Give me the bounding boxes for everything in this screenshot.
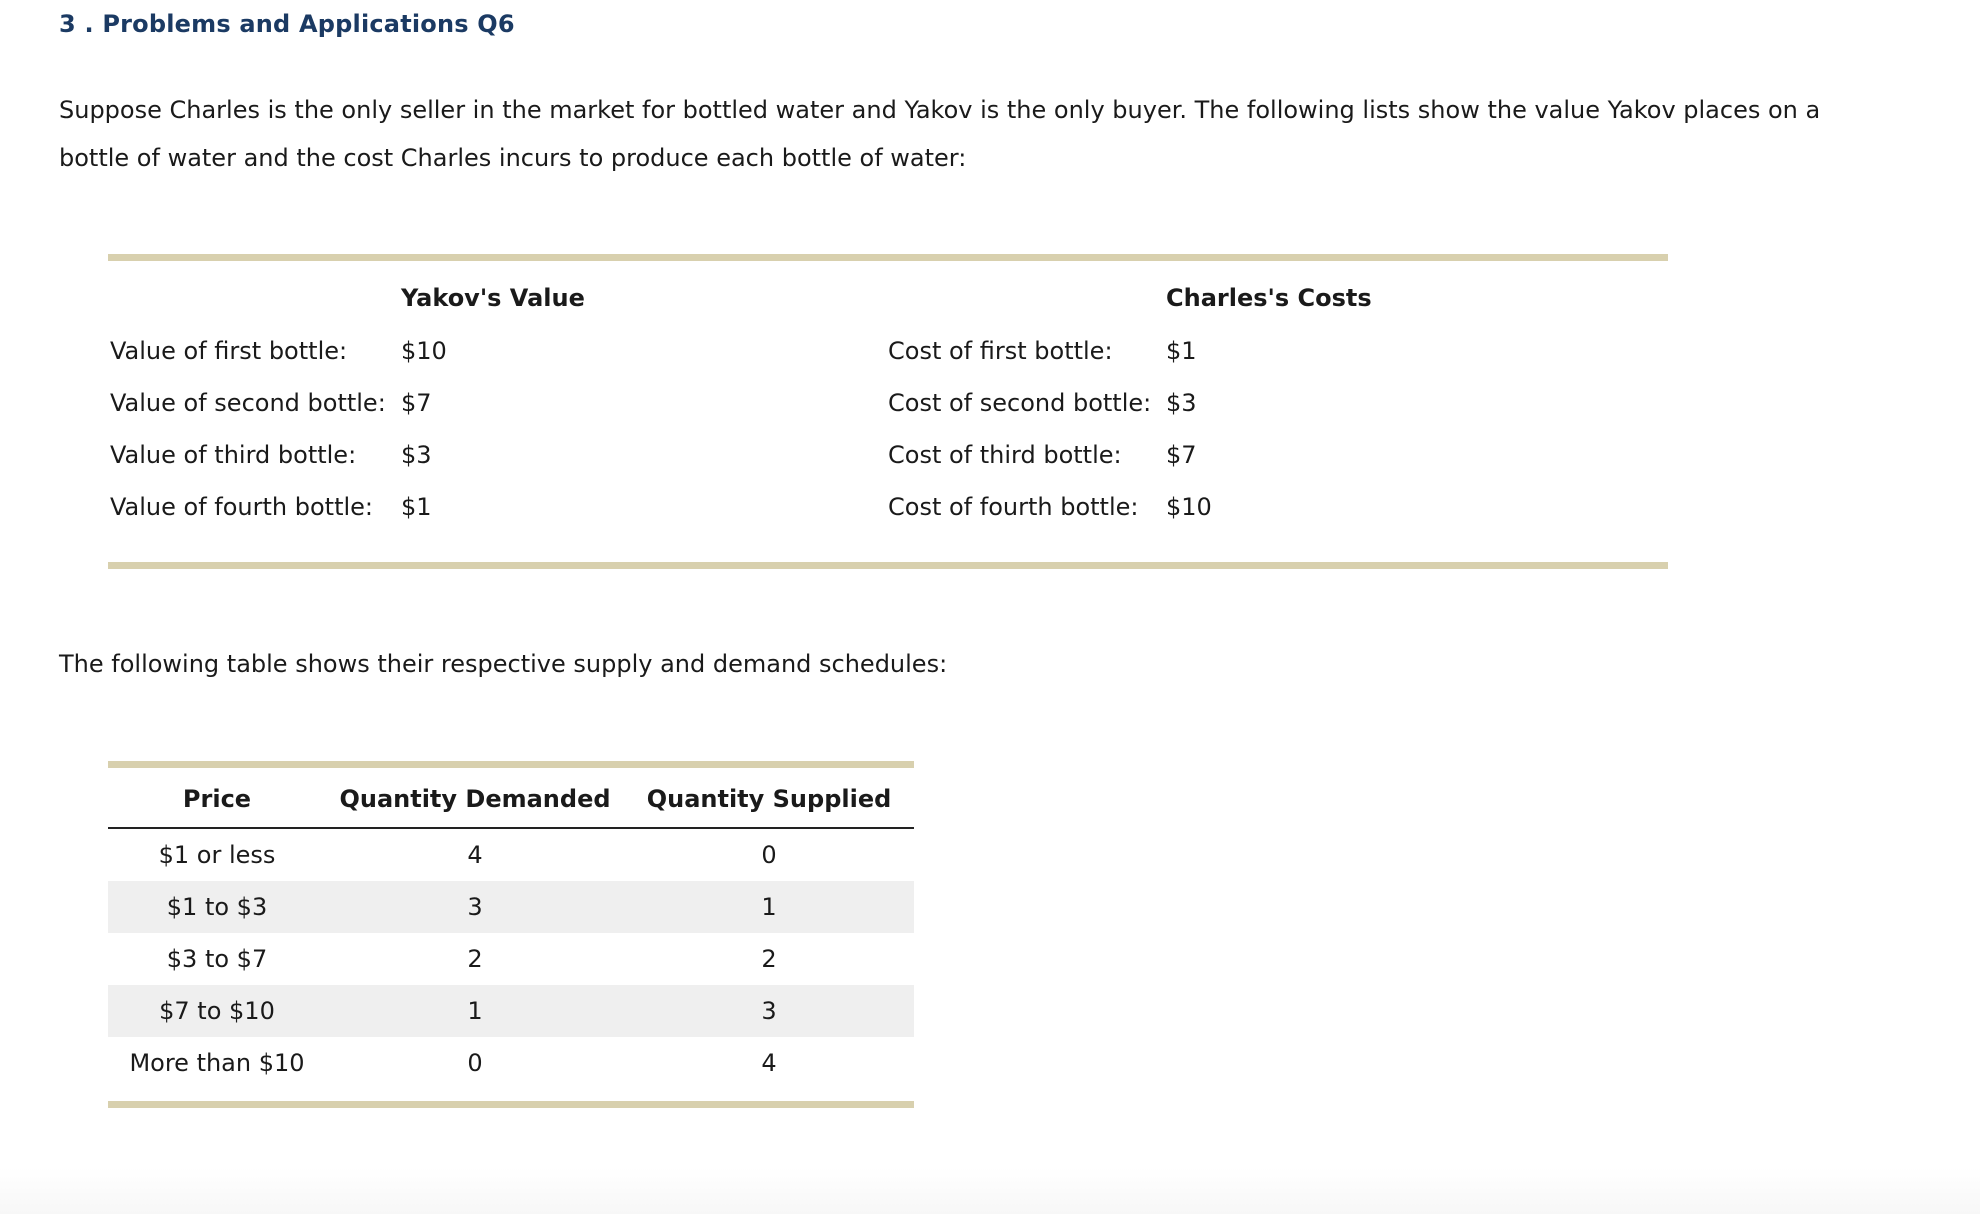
yakov-row-value: $3	[401, 441, 432, 469]
yakov-row-value: $7	[401, 389, 432, 417]
values-table-bottom-rule	[108, 562, 1668, 569]
price-cell: $1 or less	[158, 841, 276, 869]
charles-row-label: Cost of fourth bottle:	[888, 493, 1139, 521]
schedules-intro-text: The following table shows their respective supply and demand schedules:	[59, 650, 948, 678]
charles-row-value: $3	[1166, 389, 1197, 417]
quantity-demanded-cell: 0	[467, 1049, 483, 1077]
yakov-row-label: Value of third bottle:	[110, 441, 357, 469]
table-row	[108, 828, 914, 881]
table-row	[108, 881, 914, 933]
yakov-row-value: $10	[401, 337, 447, 365]
charles-row-value: $10	[1166, 493, 1212, 521]
table-row	[108, 933, 914, 985]
price-cell: $3 to $7	[166, 945, 268, 973]
charles-row-label: Cost of third bottle:	[888, 441, 1122, 469]
page-title: 3 . Problems and Applications Q6	[59, 10, 515, 38]
intro-paragraph: Suppose Charles is the only seller in the market for bottled water and Yakov is the only buyer. The following lists show the value Yakov places on a bottle of water and the cost Charles incurs to produce each bottle of water:	[59, 96, 1821, 172]
quantity-supplied-column-header: Quantity Supplied	[624, 771, 914, 828]
values-table-top-rule	[108, 254, 1668, 261]
schedule-table	[108, 771, 914, 1089]
schedule-header-row	[108, 771, 914, 828]
quantity-demanded-cell: 2	[467, 945, 483, 973]
quantity-demanded-column-header: Quantity Demanded	[326, 771, 624, 828]
quantity-supplied-cell: 0	[761, 841, 777, 869]
quantity-supplied-cell: 3	[624, 985, 914, 1037]
quantity-supplied-cell: 4	[761, 1049, 777, 1077]
quantity-supplied-cell: 2	[761, 945, 777, 973]
yakov-row-label: Value of fourth bottle:	[110, 493, 374, 521]
charles-costs-header: Charles's Costs	[1166, 284, 1372, 312]
price-cell: $1 to $3	[108, 881, 326, 933]
charles-row-value: $1	[1166, 337, 1197, 365]
price-cell: $7 to $10	[108, 985, 326, 1037]
charles-row-value: $7	[1166, 441, 1197, 469]
price-cell: More than $10	[129, 1049, 305, 1077]
quantity-demanded-cell: 4	[467, 841, 483, 869]
charles-row-label: Cost of second bottle:	[888, 389, 1152, 417]
price-column-header: Price	[108, 771, 326, 828]
quantity-supplied-cell: 1	[624, 881, 914, 933]
yakov-value-header: Yakov's Value	[401, 284, 585, 312]
quantity-demanded-cell: 1	[326, 985, 624, 1037]
table-row	[108, 1037, 914, 1089]
yakov-row-value: $1	[401, 493, 432, 521]
charles-row-label: Cost of first bottle:	[888, 337, 1113, 365]
schedule-table-bottom-rule	[108, 1101, 914, 1108]
yakov-row-label: Value of first bottle:	[110, 337, 348, 365]
schedule-table-top-rule	[108, 761, 914, 768]
table-row	[108, 985, 914, 1037]
quantity-demanded-cell: 3	[326, 881, 624, 933]
yakov-row-label: Value of second bottle:	[110, 389, 386, 417]
page-footer-fade	[0, 1168, 1980, 1214]
